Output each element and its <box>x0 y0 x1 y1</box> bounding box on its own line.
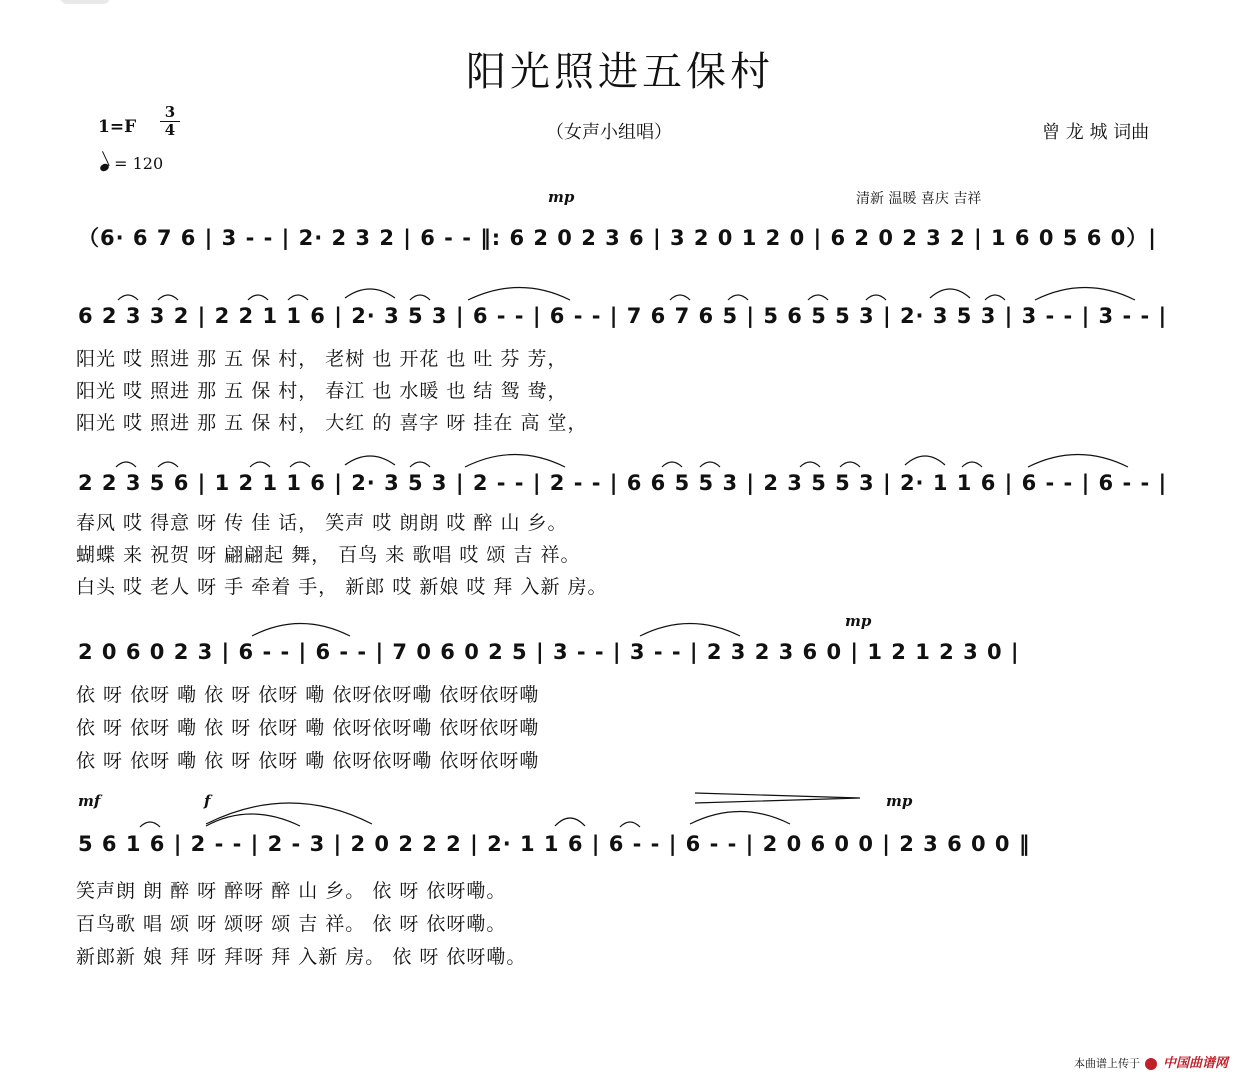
music-row-3: 2 2 3 5 6 | 1 2 1 1 6 | 2· 3 5 3 | 2 - - | 2 - - | 6 6 5 5 3 | 2 3 5 5 3 | 2· 1 1 6 | 6 - - | 6 - - | <box>78 471 1168 495</box>
dynamic-f: f <box>204 792 211 810</box>
dynamic-mp-intro: mp <box>548 188 575 206</box>
time-signature-top: 3 <box>160 104 180 122</box>
footer-brand: 中国曲谱网 <box>1162 1056 1228 1071</box>
dynamic-mp-row-4: mp <box>845 612 872 630</box>
time-signature-bottom: 4 <box>164 121 176 139</box>
site-logo-icon <box>1145 1058 1157 1070</box>
music-row-5: 5 6 1 6 | 2 - - | 2 - 3 | 2 0 2 2 2 | 2· 1 1 6 | 6 - - | 6 - - | 2 0 6 0 0 | 2 3 6 0 0 ‖ <box>78 832 1031 856</box>
expression-marking: 清新 温暖 喜庆 吉祥 <box>856 191 982 207</box>
lyric-row-2-verse-2: 阳光 哎 照进 那 五 保 村， 春江 也 水暖 也 结 鸳 鸯， <box>76 380 568 402</box>
lyric-row-3-verse-3: 白头 哎 老人 呀 手 牵着 手， 新郎 哎 新娘 哎 拜 入新 房。 <box>76 576 608 598</box>
footer-credit <box>1074 1052 1228 1071</box>
music-row-4: 2 0 6 0 2 3 | 6 - - | 6 - - | 7 0 6 0 2 5 | 3 - - | 3 - - | 2 3 2 3 6 0 | 1 2 1 2 3 0 | <box>78 640 1020 664</box>
music-row-intro: （6· 6 7 6 | 3 - - | 2· 2 3 2 | 6 - - ‖: 6 2 0 2 3 6 | 3 2 0 1 2 0 | 6 2 0 2 3 2 | 1 6 0 5 6 0）| <box>78 226 1157 250</box>
lyric-row-5-verse-2: 百鸟歌 唱 颂 呀 颂呀 颂 吉 祥。 依 呀 依呀嘞。 <box>76 913 507 935</box>
music-row-2: 6 2 3 3 2 | 2 2 1 1 6 | 2· 3 5 3 | 6 - - | 6 - - | 7 6 7 6 5 | 5 6 5 5 3 | 2· 3 5 3 | 3 - - | 3 - - | <box>78 304 1168 328</box>
lyric-row-3-verse-2: 蝴蝶 来 祝贺 呀 翩翩起 舞， 百鸟 来 歌唱 哎 颂 吉 祥。 <box>76 544 581 566</box>
slur-mark <box>118 295 138 300</box>
voice-designation: （女声小组唱） <box>546 122 672 143</box>
lyric-row-4-verse-2: 依 呀 依呀 嘞 依 呀 依呀 嘞 依呀依呀嘞 依呀依呀嘞 <box>76 717 540 739</box>
dynamic-mf: mf <box>78 792 101 810</box>
lyric-row-4-verse-1: 依 呀 依呀 嘞 依 呀 依呀 嘞 依呀依呀嘞 依呀依呀嘞 <box>76 684 540 706</box>
key-signature: 1=F <box>98 117 137 137</box>
song-title: 阳光照进五保村 <box>466 49 774 95</box>
footer-prefix: 本曲谱上传于 <box>1073 1057 1140 1070</box>
lyric-row-2-verse-3: 阳光 哎 照进 那 五 保 村， 大红 的 喜字 呀 挂在 高 堂， <box>76 412 588 434</box>
lyric-row-3-verse-1: 春风 哎 得意 呀 传 佳 话， 笑声 哎 朗朗 哎 醉 山 乡。 <box>76 512 568 534</box>
lyric-row-2-verse-1: 阳光 哎 照进 那 五 保 村， 老树 也 开花 也 吐 芬 芳， <box>76 348 568 370</box>
lyric-row-4-verse-3: 依 呀 依呀 嘞 依 呀 依呀 嘞 依呀依呀嘞 依呀依呀嘞 <box>76 750 540 772</box>
lyric-row-5-verse-3: 新郎新 娘 拜 呀 拜呀 拜 入新 房。 依 呀 依呀嘞。 <box>76 946 527 968</box>
composer-credit: 曾 龙 城 词曲 <box>1042 122 1150 143</box>
tempo-value: = 120 <box>114 154 164 173</box>
dynamic-mp-row-5: mp <box>886 792 913 810</box>
lyric-row-5-verse-1: 笑声朗 朗 醉 呀 醉呀 醉 山 乡。 依 呀 依呀嘞。 <box>76 880 507 902</box>
